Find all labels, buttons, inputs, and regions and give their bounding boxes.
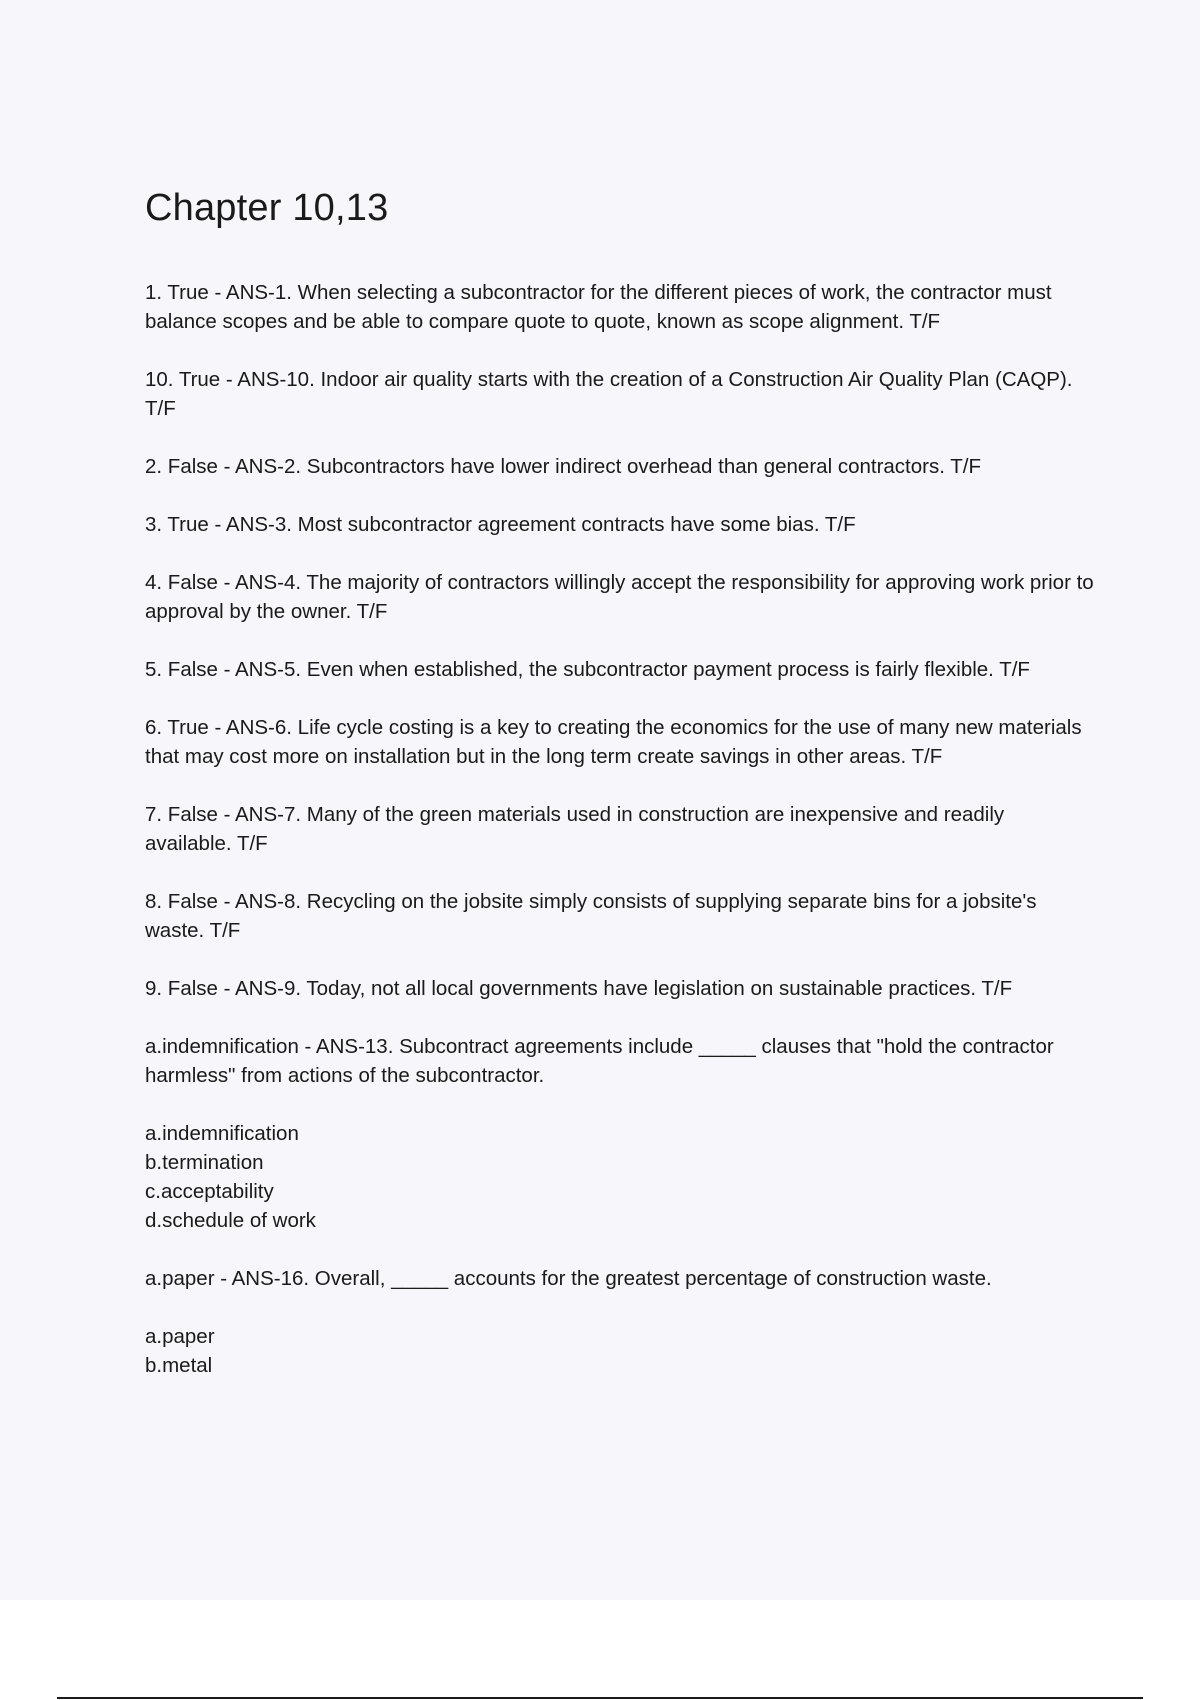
question-16: a.paper - ANS-16. Overall, _____ accounts for the greatest percentage of construction waste. [145, 1267, 992, 1290]
question-13: a.indemnification - ANS-13. Subcontract agreements include _____ clauses that "hold the contractor harmless" from actions of the subcontractor. [145, 1035, 1054, 1087]
option-item: a.indemnification [145, 1122, 299, 1145]
question-5: 5. False - ANS-5. Even when established, the subcontractor payment process is fairly flexible. T/F [145, 658, 1030, 681]
option-item: a.paper [145, 1325, 215, 1348]
question-8: 8. False - ANS-8. Recycling on the jobsite simply consists of supplying separate bins for a jobsite's waste. T/F [145, 890, 1037, 942]
page-title: Chapter 10,13 [145, 187, 389, 229]
question-9: 9. False - ANS-9. Today, not all local governments have legislation on sustainable practices. T/F [145, 977, 1013, 1000]
question-16-options [145, 1322, 1095, 1380]
question-10: 10. True - ANS-10. Indoor air quality starts with the creation of a Construction Air Quality Plan (CAQP). T/F [145, 368, 1073, 420]
question-13-options [145, 1119, 1095, 1235]
footer-divider [57, 1697, 1143, 1699]
question-7: 7. False - ANS-7. Many of the green materials used in construction are inexpensive and readily available. T/F [145, 803, 1005, 855]
option-item: d.schedule of work [145, 1209, 316, 1232]
question-3: 3. True - ANS-3. Most subcontractor agreement contracts have some bias. T/F [145, 513, 856, 536]
question-4: 4. False - ANS-4. The majority of contractors willingly accept the responsibility for approving work prior to approval by the owner. T/F [145, 571, 1094, 623]
option-item: c.acceptability [145, 1180, 274, 1203]
question-1: 1. True - ANS-1. When selecting a subcontractor for the different pieces of work, the contractor must balance scopes and be able to compare quote to quote, known as scope alignment. T/F [145, 281, 1052, 333]
question-6: 6. True - ANS-6. Life cycle costing is a key to creating the economics for the use of many new materials that may cost more on installation but in the long term create savings in other areas. T/F [145, 716, 1082, 768]
document-content [145, 186, 1095, 1409]
option-item: b.metal [145, 1354, 213, 1377]
option-item: b.termination [145, 1151, 264, 1174]
question-2: 2. False - ANS-2. Subcontractors have lower indirect overhead than general contractors. T/F [145, 455, 981, 478]
